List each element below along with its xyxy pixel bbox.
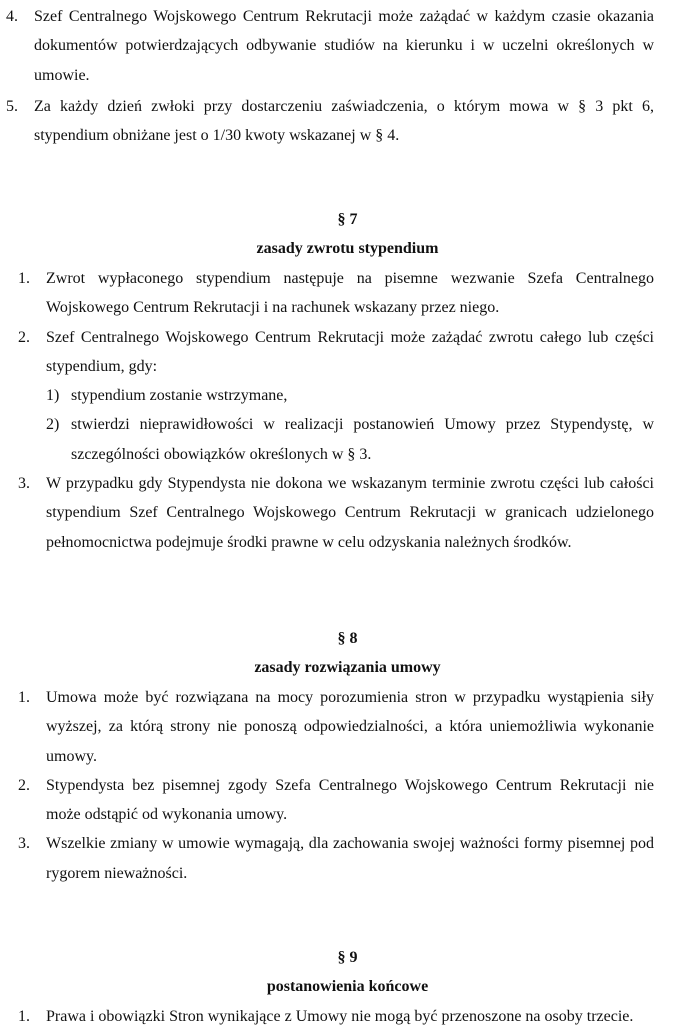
item-text: Prawa i obowiązki Stron wynikające z Umowy nie mogą być przenoszone na osoby trzecie. xyxy=(46,1008,634,1025)
section-9-list xyxy=(18,1002,654,1031)
section-7-number: § 7 xyxy=(337,211,358,228)
list-item xyxy=(18,264,654,323)
item-number: 1. xyxy=(18,689,30,706)
list-item xyxy=(18,771,654,830)
sub-item-number: 1) xyxy=(46,387,60,405)
item-text: Wszelkie zmiany w umowie wymagają, dla zachowania swojej ważności formy pisemnej pod rygorem nieważności. xyxy=(46,835,654,882)
sub-list-item xyxy=(18,381,654,410)
paragraph-6-5 xyxy=(6,92,654,151)
item-number: 4. xyxy=(6,8,18,25)
item-number: 1. xyxy=(18,1008,30,1025)
section-9-number: § 9 xyxy=(337,949,358,966)
item-number: 2. xyxy=(18,776,30,794)
sub-item-text: stypendium zostanie wstrzymane, xyxy=(71,387,288,405)
list-item xyxy=(18,323,654,382)
list-item xyxy=(18,1002,654,1031)
item-text: Szef Centralnego Wojskowego Centrum Rekrutacji może zażądać zwrotu całego lub części stypendium, gdy: xyxy=(46,328,654,375)
list-item xyxy=(18,829,654,888)
section-8-number: § 8 xyxy=(337,630,358,647)
sub-item-text: stwierdzi nieprawidłowości w realizacji postanowień Umowy przez Stypendystę, w szczególności obowiązków określonych w § 3. xyxy=(71,416,654,463)
paragraph-6-4 xyxy=(6,2,654,90)
item-number: 3. xyxy=(18,835,30,853)
item-text: Za każdy dzień zwłoki przy dostarczeniu zaświadczenia, o którym mowa w § 3 pkt 6, stypendium obniżane jest o 1/30 kwoty wskazanej w § 4. xyxy=(34,98,654,145)
item-text: Umowa może być rozwiązana na mocy porozumienia stron w przypadku wystąpienia siły wyższej, za którą strony nie ponoszą odpowiedzialności, a która uniemożliwia wykonanie umowy. xyxy=(46,689,654,765)
sub-item-number: 2) xyxy=(46,416,60,434)
section-9-title: postanowienia końcowe xyxy=(266,978,429,995)
item-number: 3. xyxy=(18,475,30,493)
item-number: 1. xyxy=(18,270,30,287)
item-text: Zwrot wypłaconego stypendium następuje na pisemne wezwanie Szefa Centralnego Wojskowego Centrum Rekrutacji i na rachunek wskazany przez niego. xyxy=(46,270,654,317)
item-text: Stypendysta bez pisemnej zgody Szefa Centralnego Wojskowego Centrum Rekrutacji nie może odstąpić od wykonania umowy. xyxy=(46,776,654,824)
item-text: W przypadku gdy Stypendysta nie dokona we wskazanym terminie zwrotu części lub całości stypendium Szef Centralnego Wojskowego Centrum Rekrutacji w granicach udzielonego pełnomocnictwa podejmuje środki prawne w celu odzyskania należnych środków. xyxy=(46,475,654,551)
section-7-title: zasady zwrotu stypendium xyxy=(256,240,439,257)
section-8-title: zasady rozwiązania umowy xyxy=(254,659,441,676)
item-text: Szef Centralnego Wojskowego Centrum Rekrutacji może zażądać w każdym czasie okazania dokumentów potwierdzających odbywanie studiów na kierunku i w uczelni określonych w umowie. xyxy=(34,8,654,84)
sub-list-item xyxy=(18,410,654,469)
item-number: 2. xyxy=(18,328,30,346)
list-item xyxy=(6,2,654,90)
section-7-list xyxy=(18,264,654,557)
list-item xyxy=(18,683,654,771)
section-8-list xyxy=(18,683,654,888)
list-item xyxy=(6,92,654,151)
list-item xyxy=(18,469,654,557)
item-number: 5. xyxy=(6,98,18,115)
